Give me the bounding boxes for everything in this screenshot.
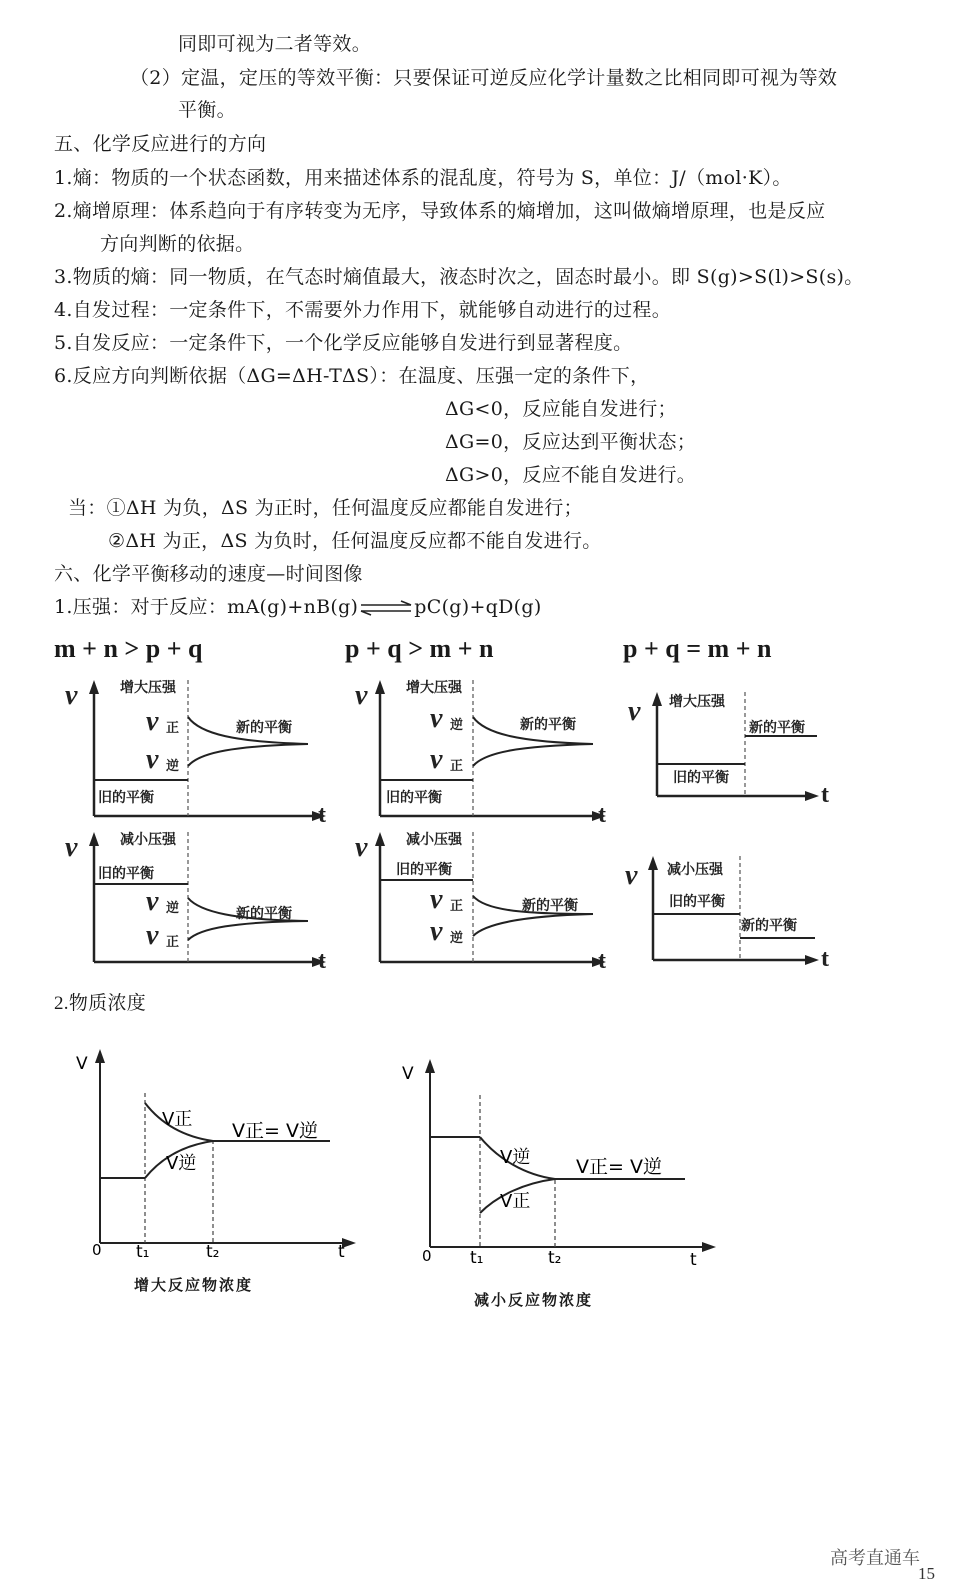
text-line: 方向判断的依据。 [100, 233, 255, 255]
v-axis-label: v [355, 680, 368, 711]
v-forward-label: v [430, 744, 443, 775]
t-axis-label: t [690, 1250, 697, 1270]
t-axis-label: t [821, 946, 829, 972]
v-reverse-label: v [430, 703, 443, 734]
graph-case3-increase [625, 680, 855, 810]
graph-case2-decrease [350, 826, 630, 976]
graph-case1-decrease [60, 826, 340, 976]
v-forward-label: V正 [162, 1109, 193, 1130]
sub-forward: 正 [166, 721, 180, 736]
new-eq-label: 新的平衡 [749, 720, 805, 736]
old-eq-label: 旧的平衡 [396, 862, 452, 878]
t1-label: t₁ [470, 1248, 484, 1268]
condition-label: 增大压强 [120, 680, 176, 696]
reaction-line [54, 595, 542, 619]
origin-label: 0 [92, 1241, 102, 1259]
caption-decrease: 减小反应物浓度 [474, 1291, 594, 1309]
old-eq-label: 旧的平衡 [673, 770, 729, 786]
t-axis-label: t [338, 1242, 345, 1262]
v-axis-label: v [628, 696, 641, 727]
text-line: 2.熵增原理：体系趋向于有序转变为无序，导致体系的熵增加，这叫做熵增原理，也是反应 [54, 200, 826, 222]
condition-label: 增大压强 [406, 680, 462, 696]
graph-case2-increase [350, 672, 630, 832]
v-axis-label: v [355, 832, 368, 863]
reaction-suffix: pC(g)+qD(g) [414, 596, 542, 618]
graph-conc-increase [70, 1045, 370, 1265]
condition-label: 减小压强 [406, 832, 462, 848]
footer-brand: 高考直通车 [830, 1548, 920, 1569]
sub-reverse: 逆 [450, 931, 464, 946]
old-eq-label: 旧的平衡 [386, 790, 442, 806]
v-reverse-label: v [430, 916, 443, 947]
v-reverse-label: v [146, 886, 159, 917]
t1-label: t₁ [136, 1242, 150, 1262]
heading-case-1: m + n > p + q [54, 634, 203, 663]
condition-label: 减小压强 [120, 832, 176, 848]
t-axis-label: t [318, 948, 326, 974]
v-reverse-label: V逆 [166, 1153, 197, 1174]
v-forward-label: v [146, 706, 159, 737]
section-heading-6: 六、化学平衡移动的速度—时间图像 [54, 563, 363, 585]
text-line: 3.物质的熵：同一物质，在气态时熵值最大，液态时次之，固态时最小。即 S(g)>S(l)>S(s)。 [54, 266, 864, 288]
text-line: 同即可视为二者等效。 [178, 33, 372, 55]
text-line: ΔG<0，反应能自发进行； [445, 398, 677, 420]
heading-case-3: p + q = m + n [623, 634, 772, 663]
v-axis-label: V [76, 1054, 88, 1074]
equilibrium-label: V正= V逆 [576, 1156, 662, 1178]
sub-forward: 正 [166, 935, 180, 950]
v-axis-label: V [402, 1064, 414, 1084]
page-number: 15 [918, 1564, 935, 1583]
origin-label: 0 [422, 1247, 432, 1265]
old-eq-label: 旧的平衡 [98, 790, 154, 806]
sub-forward: 正 [450, 899, 464, 914]
new-eq-label: 新的平衡 [522, 898, 578, 914]
new-eq-label: 新的平衡 [236, 720, 292, 736]
sub-reverse: 逆 [166, 759, 180, 774]
t2-label: t₂ [206, 1242, 220, 1262]
condition-label: 减小压强 [667, 862, 723, 878]
text-line: 4.自发过程：一定条件下，不需要外力作用下，就能够自动进行的过程。 [54, 299, 672, 321]
text-line: ΔG=0，反应达到平衡状态； [445, 431, 697, 453]
text-line: ΔG>0，反应不能自发进行。 [445, 464, 697, 486]
section-heading-5: 五、化学反应进行的方向 [54, 133, 267, 155]
text-line: （2）定温，定压的等效平衡：只要保证可逆反应化学计量数之比相同即可视为等效 [130, 67, 838, 89]
text-line: 6.反应方向判断依据（ΔG=ΔH-TΔS）：在温度、压强一定的条件下， [54, 365, 650, 387]
t-axis-label: t [821, 782, 829, 808]
new-eq-label: 新的平衡 [236, 906, 292, 922]
t-axis-label: t [318, 802, 326, 828]
v-axis-label: v [625, 860, 638, 891]
v-reverse-label: V逆 [500, 1147, 531, 1168]
subsection-concentration: 2.物质浓度 [54, 993, 147, 1014]
new-eq-label: 新的平衡 [520, 717, 576, 733]
v-forward-label: v [430, 884, 443, 915]
v-forward-label: V正 [500, 1191, 531, 1212]
text-line: 当：①ΔH 为负，ΔS 为正时，任何温度反应都能自发进行； [68, 497, 583, 519]
text-line: 平衡。 [178, 99, 236, 121]
sub-forward: 正 [450, 759, 464, 774]
equilibrium-arrow-icon [358, 601, 414, 615]
condition-label: 增大压强 [669, 694, 725, 710]
old-eq-label: 旧的平衡 [669, 894, 725, 910]
new-eq-label: 新的平衡 [741, 918, 797, 934]
text-line: 5.自发反应：一定条件下，一个化学反应能够自发进行到显著程度。 [54, 332, 633, 354]
text-line: 1.熵：物质的一个状态函数，用来描述体系的混乱度，符号为 S，单位：J/（mol·K）。 [54, 167, 792, 189]
v-reverse-label: v [146, 744, 159, 775]
t-axis-label: t [598, 802, 606, 828]
heading-case-2: p + q > m + n [345, 634, 494, 663]
text-line: ②ΔH 为正，ΔS 为负时，任何温度反应都不能自发进行。 [108, 530, 602, 552]
v-axis-label: v [65, 832, 78, 863]
reaction-prefix: 1.压强：对于反应：mA(g)+nB(g) [54, 596, 359, 618]
graph-case1-increase [60, 672, 340, 832]
graph-case3-decrease [625, 852, 855, 972]
equilibrium-label: V正= V逆 [232, 1120, 318, 1142]
t2-label: t₂ [548, 1248, 562, 1268]
caption-increase: 增大反应物浓度 [134, 1276, 254, 1294]
sub-reverse: 逆 [166, 901, 180, 916]
old-eq-label: 旧的平衡 [98, 866, 154, 882]
v-forward-label: v [146, 920, 159, 951]
t-axis-label: t [598, 948, 606, 974]
graph-conc-decrease [400, 1055, 720, 1275]
v-axis-label: v [65, 680, 78, 711]
sub-reverse: 逆 [450, 718, 464, 733]
